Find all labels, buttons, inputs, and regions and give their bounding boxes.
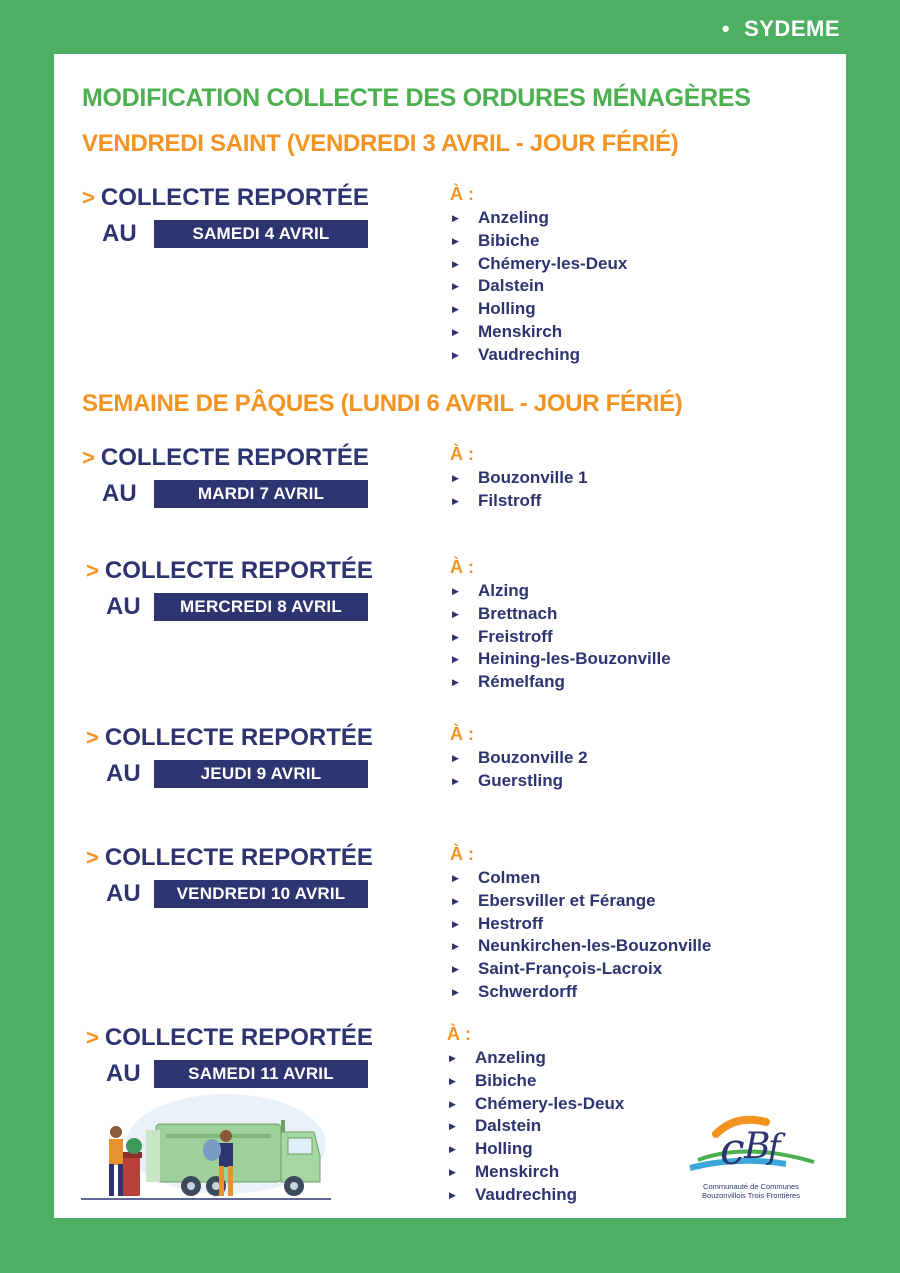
triangle-right-icon: ▶ bbox=[452, 326, 459, 337]
triangle-right-icon: ▶ bbox=[452, 304, 459, 315]
chevron-right-icon: > bbox=[86, 845, 99, 870]
triangle-right-icon: ▶ bbox=[449, 1166, 456, 1177]
town-name: Freistroff bbox=[478, 626, 553, 646]
town-item bbox=[450, 298, 810, 321]
chevron-right-icon: > bbox=[82, 185, 95, 210]
triangle-right-icon: ▶ bbox=[452, 941, 459, 952]
town-name: Dalstein bbox=[478, 276, 545, 296]
svg-text:c: c bbox=[720, 1124, 745, 1175]
towns-label: À : bbox=[450, 724, 474, 744]
au-label: AU bbox=[102, 480, 137, 507]
town-name: Bibiche bbox=[475, 1070, 537, 1090]
chevron-right-icon: > bbox=[86, 558, 99, 583]
reported-label: > COLLECTE REPORTÉE bbox=[86, 557, 373, 584]
triangle-right-icon: ▶ bbox=[452, 349, 459, 360]
new-date-badge: VENDREDI 10 AVRIL bbox=[154, 880, 368, 908]
triangle-right-icon: ▶ bbox=[449, 1098, 456, 1109]
town-name: Bibiche bbox=[478, 230, 540, 250]
town-item bbox=[447, 1070, 807, 1093]
triangle-right-icon: ▶ bbox=[452, 677, 459, 688]
town-item bbox=[450, 935, 810, 958]
town-item bbox=[450, 321, 810, 344]
au-label: AU bbox=[106, 760, 141, 787]
town-item bbox=[450, 626, 810, 649]
svg-text:f: f bbox=[768, 1127, 781, 1167]
triangle-right-icon: ▶ bbox=[452, 895, 459, 906]
brand-header bbox=[722, 16, 840, 42]
chevron-right-icon: > bbox=[82, 445, 95, 470]
town-item bbox=[450, 207, 810, 230]
triangle-right-icon: ▶ bbox=[452, 873, 459, 883]
town-item bbox=[450, 867, 810, 890]
triangle-right-icon: ▶ bbox=[452, 258, 459, 269]
section-heading-good-friday: VENDREDI SAINT (VENDREDI 3 AVRIL - JOUR FÉRIÉ) bbox=[82, 130, 679, 157]
town-name: Anzeling bbox=[478, 208, 549, 227]
triangle-right-icon: ▶ bbox=[449, 1075, 456, 1086]
reported-label: > COLLECTE REPORTÉE bbox=[86, 724, 373, 751]
town-name: Colmen bbox=[478, 868, 541, 887]
towns-list bbox=[450, 867, 810, 1004]
new-date-badge: MERCREDI 8 AVRIL bbox=[154, 593, 368, 621]
triangle-right-icon: ▶ bbox=[452, 213, 459, 223]
triangle-right-icon: ▶ bbox=[452, 986, 459, 997]
reported-label: > COLLECTE REPORTÉE bbox=[86, 844, 373, 871]
town-item bbox=[450, 467, 810, 490]
town-item bbox=[450, 253, 810, 276]
triangle-right-icon: ▶ bbox=[452, 495, 459, 506]
town-item bbox=[450, 344, 810, 367]
triangle-right-icon: ▶ bbox=[452, 281, 459, 292]
new-date-badge: JEUDI 9 AVRIL bbox=[154, 760, 368, 788]
town-item bbox=[450, 490, 810, 513]
town-item bbox=[450, 230, 810, 253]
town-name: Holling bbox=[475, 1139, 533, 1159]
notice-sheet bbox=[54, 54, 846, 1218]
town-item bbox=[450, 981, 810, 1004]
town-item bbox=[450, 890, 810, 913]
town-item bbox=[450, 671, 810, 694]
triangle-right-icon: ▶ bbox=[452, 918, 459, 929]
town-name: Anzeling bbox=[475, 1048, 546, 1067]
town-name: Brettnach bbox=[478, 603, 558, 623]
towns-label: À : bbox=[450, 184, 474, 204]
towns-label: À : bbox=[450, 844, 474, 864]
chevron-right-icon: > bbox=[86, 1025, 99, 1050]
town-name: Menskirch bbox=[478, 321, 563, 341]
triangle-right-icon: ▶ bbox=[452, 631, 459, 642]
towns-label: À : bbox=[447, 1024, 471, 1044]
triangle-right-icon: ▶ bbox=[449, 1189, 456, 1200]
town-item bbox=[450, 770, 810, 793]
town-name: Hestroff bbox=[478, 913, 544, 933]
au-label: AU bbox=[106, 593, 141, 620]
new-date-badge: SAMEDI 4 AVRIL bbox=[154, 220, 368, 248]
town-item bbox=[447, 1047, 807, 1070]
town-name: Dalstein bbox=[475, 1116, 542, 1136]
triangle-right-icon: ▶ bbox=[452, 608, 459, 619]
new-date-badge: SAMEDI 11 AVRIL bbox=[154, 1060, 368, 1088]
bullet-dot-icon: • bbox=[721, 16, 731, 41]
triangle-right-icon: ▶ bbox=[449, 1144, 456, 1155]
brand-name: SYDEME bbox=[744, 16, 840, 41]
towns-list bbox=[450, 207, 810, 367]
town-item bbox=[450, 580, 810, 603]
town-name: Saint-François-Lacroix bbox=[478, 959, 663, 979]
triangle-right-icon: ▶ bbox=[452, 753, 459, 763]
town-item bbox=[450, 648, 810, 671]
au-label: AU bbox=[102, 220, 137, 247]
town-name: Chémery-les-Deux bbox=[478, 253, 628, 273]
page-title: MODIFICATION COLLECTE DES ORDURES MÉNAGÈRES bbox=[82, 84, 751, 112]
town-name: Bouzonville 1 bbox=[478, 468, 588, 487]
towns-list bbox=[450, 580, 810, 694]
logo-caption: Communauté de Communes Bouzonvillois Trois Frontières bbox=[702, 1182, 800, 1200]
town-name: Vaudreching bbox=[475, 1184, 578, 1204]
towns-label: À : bbox=[450, 444, 474, 464]
reported-label: > COLLECTE REPORTÉE bbox=[86, 1024, 373, 1051]
town-item bbox=[450, 958, 810, 981]
chevron-right-icon: > bbox=[86, 725, 99, 750]
triangle-right-icon: ▶ bbox=[452, 654, 459, 665]
ccbf-logo bbox=[686, 1112, 816, 1184]
triangle-right-icon: ▶ bbox=[452, 964, 459, 975]
towns-label: À : bbox=[450, 557, 474, 577]
town-name: Guerstling bbox=[478, 770, 564, 790]
town-name: Neunkirchen-les-Bouzonville bbox=[478, 936, 712, 956]
town-name: Alzing bbox=[478, 581, 529, 600]
svg-text:B: B bbox=[744, 1126, 771, 1167]
town-name: Schwerdorff bbox=[478, 981, 578, 1001]
reported-label: > COLLECTE REPORTÉE bbox=[82, 444, 369, 471]
au-label: AU bbox=[106, 880, 141, 907]
garbage-truck-illustration bbox=[76, 1084, 336, 1204]
town-item bbox=[450, 275, 810, 298]
towns-list bbox=[450, 747, 810, 793]
triangle-right-icon: ▶ bbox=[452, 586, 459, 596]
town-item bbox=[450, 913, 810, 936]
town-name: Filstroff bbox=[478, 490, 542, 510]
new-date-badge: MARDI 7 AVRIL bbox=[154, 480, 368, 508]
town-name: Menskirch bbox=[475, 1161, 560, 1181]
au-label: AU bbox=[106, 1060, 141, 1087]
towns-list bbox=[450, 467, 810, 513]
town-name: Vaudreching bbox=[478, 344, 581, 364]
town-name: Chémery-les-Deux bbox=[475, 1093, 625, 1113]
town-item bbox=[450, 747, 810, 770]
town-name: Heining-les-Bouzonville bbox=[478, 649, 671, 669]
triangle-right-icon: ▶ bbox=[452, 235, 459, 246]
reported-label: > COLLECTE REPORTÉE bbox=[82, 184, 369, 211]
triangle-right-icon: ▶ bbox=[452, 775, 459, 786]
town-name: Ebersviller et Férange bbox=[478, 890, 656, 910]
triangle-right-icon: ▶ bbox=[449, 1053, 456, 1063]
triangle-right-icon: ▶ bbox=[449, 1121, 456, 1132]
town-name: Rémelfang bbox=[478, 672, 565, 692]
section-heading-easter-week: SEMAINE DE PÂQUES (LUNDI 6 AVRIL - JOUR FÉRIÉ) bbox=[82, 390, 683, 417]
town-name: Holling bbox=[478, 299, 536, 319]
town-name: Bouzonville 2 bbox=[478, 748, 588, 767]
town-item bbox=[450, 603, 810, 626]
triangle-right-icon: ▶ bbox=[452, 473, 459, 483]
